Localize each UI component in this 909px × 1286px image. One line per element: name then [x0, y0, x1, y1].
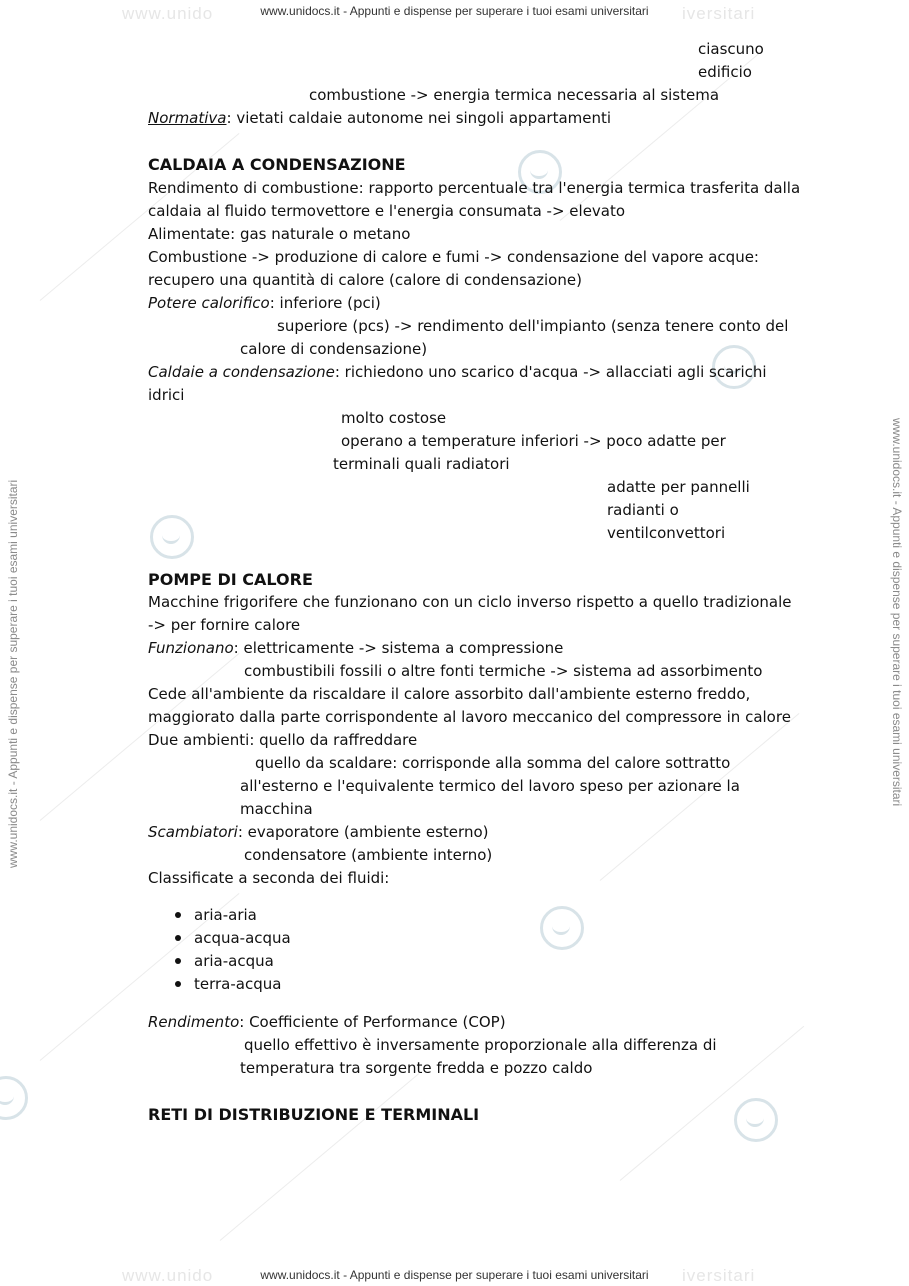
text-line: caldaia al fluido termovettore e l'energia consumata -> elevato — [148, 202, 626, 220]
list-item: aria-aria — [194, 906, 257, 924]
text-fragment: : inferiore (pci) — [269, 294, 381, 312]
text-fragment: : vietati caldaie autonome nei singoli appartamenti — [226, 109, 612, 127]
text-line: Due ambienti: quello da raffreddare — [148, 731, 418, 749]
text-fragment: : evaporatore (ambiente esterno) — [237, 823, 489, 841]
watermark-header: www.unidocs.it - Appunti e dispense per superare i tuoi esami universitari — [260, 4, 649, 18]
term-funzionano: Funzionano — [148, 639, 234, 657]
text-line: radianti o — [607, 501, 679, 519]
watermark-ghost-right: iversitari — [682, 1266, 756, 1285]
text-line: Combustione -> produzione di calore e fumi -> condensazione del vapore acque: — [148, 248, 759, 266]
text-line: recupero una quantità di calore (calore di condensazione) — [148, 271, 582, 289]
unidocs-logo-icon — [150, 515, 194, 559]
text-line — [148, 1011, 506, 1034]
term-scambiatori: Scambiatori — [148, 823, 238, 841]
text-line: Macchine frigorifere che funzionano con un ciclo inverso rispetto a quello tradizionale — [148, 593, 792, 611]
text-line: edificio — [698, 63, 752, 81]
term-caldaie-condensazione: Caldaie a condensazione — [148, 363, 335, 381]
text-line: calore di condensazione) — [240, 340, 428, 358]
text-line: ventilconvettori — [607, 524, 726, 542]
text-line: Rendimento di combustione: rapporto percentuale tra l'energia termica trasferita dalla — [148, 179, 801, 197]
text-line — [148, 637, 563, 660]
text-line: condensatore (ambiente interno) — [244, 846, 493, 864]
text-line: superiore (pcs) -> rendimento dell'impianto (senza tenere conto del — [277, 317, 789, 335]
unidocs-logo-icon — [734, 1098, 778, 1142]
text-line: Alimentate: gas naturale o metano — [148, 225, 411, 243]
section-heading-reti: RETI DI DISTRIBUZIONE E TERMINALI — [148, 1105, 480, 1124]
text-line: operano a temperature inferiori -> poco adatte per — [341, 432, 726, 450]
text-line: combustibili fossili o altre fonti termiche -> sistema ad assorbimento — [244, 662, 763, 680]
list-item: acqua-acqua — [194, 929, 291, 947]
text-line: quello effettivo è inversamente proporzionale alla differenza di — [244, 1036, 717, 1054]
text-line: molto costose — [341, 409, 447, 427]
watermark-ghost-right: iversitari — [682, 4, 756, 23]
text-line: temperatura tra sorgente fredda e pozzo caldo — [240, 1059, 593, 1077]
bullet-icon — [175, 912, 181, 918]
text-line: ciascuno — [698, 40, 764, 58]
text-fragment: : elettricamente -> sistema a compressione — [233, 639, 564, 657]
section-heading-pompe: POMPE DI CALORE — [148, 570, 313, 589]
bullet-icon — [175, 935, 181, 941]
text-fragment: : richiedono uno scarico d'acqua -> allacciati agli scarichi — [334, 363, 767, 381]
text-fragment: : Coefficiente of Performance (COP) — [239, 1013, 506, 1031]
text-line: maggiorato dalla parte corrispondente al lavoro meccanico del compressore in calore — [148, 708, 791, 726]
watermark-footer: www.unidocs.it - Appunti e dispense per superare i tuoi esami universitari — [260, 1268, 649, 1282]
text-line — [148, 292, 381, 315]
text-line: Cede all'ambiente da riscaldare il calore assorbito dall'ambiente esterno freddo, — [148, 685, 751, 703]
watermark-ghost-left: www.unido — [122, 4, 214, 23]
watermark-ghost-left: www.unido — [122, 1266, 214, 1285]
term-potere-calorifico: Potere calorifico — [148, 294, 270, 312]
term-normativa: Normativa — [148, 109, 227, 127]
term-rendimento: Rendimento — [148, 1013, 240, 1031]
text-line — [148, 821, 488, 844]
list-item: aria-acqua — [194, 952, 274, 970]
section-heading-caldaia: CALDAIA A CONDENSAZIONE — [148, 155, 406, 174]
text-line: quello da scaldare: corrisponde alla somma del calore sottratto — [255, 754, 731, 772]
watermark-side-right: www.unidocs.it - Appunti e dispense per superare i tuoi esami universitari — [890, 418, 904, 807]
watermark-side-left: www.unidocs.it - Appunti e dispense per superare i tuoi esami universitari — [6, 479, 20, 868]
text-line: Classificate a seconda dei fluidi: — [148, 869, 390, 887]
unidocs-logo-icon — [540, 906, 584, 950]
text-line: macchina — [240, 800, 313, 818]
text-line: -> per fornire calore — [148, 616, 301, 634]
list-item: terra-acqua — [194, 975, 282, 993]
text-line: terminali quali radiatori — [333, 455, 510, 473]
text-line — [148, 361, 767, 384]
text-line: idrici — [148, 386, 185, 404]
bullet-icon — [175, 981, 181, 987]
text-line: all'esterno e l'equivalente termico del lavoro speso per azionare la — [240, 777, 740, 795]
unidocs-logo-icon — [0, 1076, 28, 1120]
bullet-icon — [175, 958, 181, 964]
text-line — [148, 107, 611, 130]
text-line: combustione -> energia termica necessaria al sistema — [309, 86, 720, 104]
text-line: adatte per pannelli — [607, 478, 750, 496]
watermark-diagonal — [220, 1073, 420, 1241]
